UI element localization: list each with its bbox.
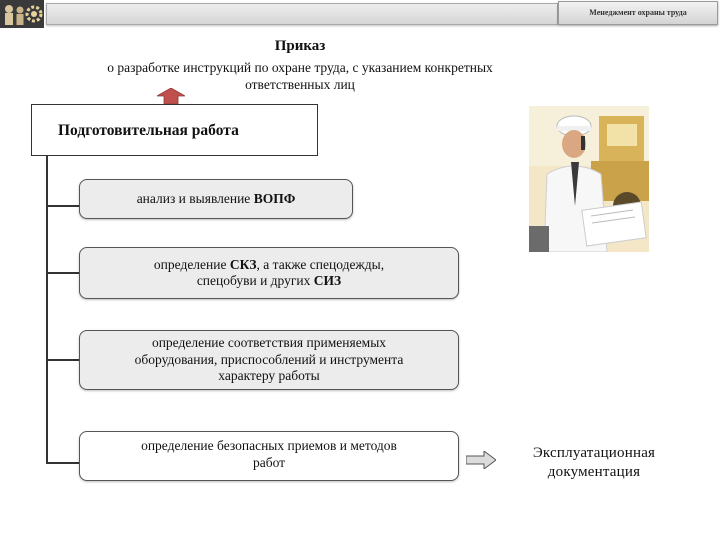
order-subtitle-line2: ответственных лиц: [245, 77, 355, 92]
preparatory-work-box: Подготовительная работа: [31, 104, 318, 156]
step-protective-equipment: [79, 247, 459, 299]
step2-line2: [197, 273, 341, 288]
step2-line2-pre: спецобуви и других: [196, 273, 314, 288]
right-arrow-icon: [466, 451, 496, 469]
connector-step-4: [46, 462, 80, 464]
step3-line2: оборудования, приспособлений и инструмента: [134, 351, 404, 367]
step2-mid: , а также спецодежды,: [256, 256, 385, 272]
engineer-photo: [529, 106, 649, 252]
connector-vertical: [46, 156, 48, 464]
step2-pre: определение: [153, 256, 230, 272]
step3-line3: характеру работы: [218, 368, 320, 384]
order-subtitle: [30, 59, 570, 93]
step1-text: анализ и выявление: [136, 190, 254, 206]
order-subtitle-line1: о разработке инструкций по охране труда, с указанием конкретных: [107, 60, 493, 75]
result-line1: Эксплуатационная: [532, 445, 656, 461]
step4-line1: определение безопасных приемов и методов: [141, 438, 397, 453]
step2-line1: [154, 257, 384, 272]
result-line2: документация: [547, 464, 641, 480]
step3-line1: определение соответствия применяемых: [151, 335, 387, 351]
step4-line2: работ: [252, 454, 286, 470]
step2-bold2: СИЗ: [313, 273, 342, 288]
step-equipment-compliance: [79, 330, 459, 390]
step2-bold1: СКЗ: [229, 256, 257, 272]
section-badge: Менеджмент охраны труда: [558, 1, 718, 25]
step1-bold: ВОПФ: [253, 190, 296, 206]
order-title: Приказ: [274, 38, 326, 54]
step-hazard-analysis: [79, 179, 353, 219]
step-safe-methods: [79, 431, 459, 481]
up-arrow-icon: [157, 88, 185, 104]
connector-step-1: [46, 205, 80, 207]
header-bar: [46, 3, 558, 25]
connector-step-2: [46, 272, 80, 274]
connector-step-3: [46, 359, 80, 361]
gear-people-logo-icon: [0, 0, 44, 28]
operational-documentation-label: [498, 444, 690, 482]
